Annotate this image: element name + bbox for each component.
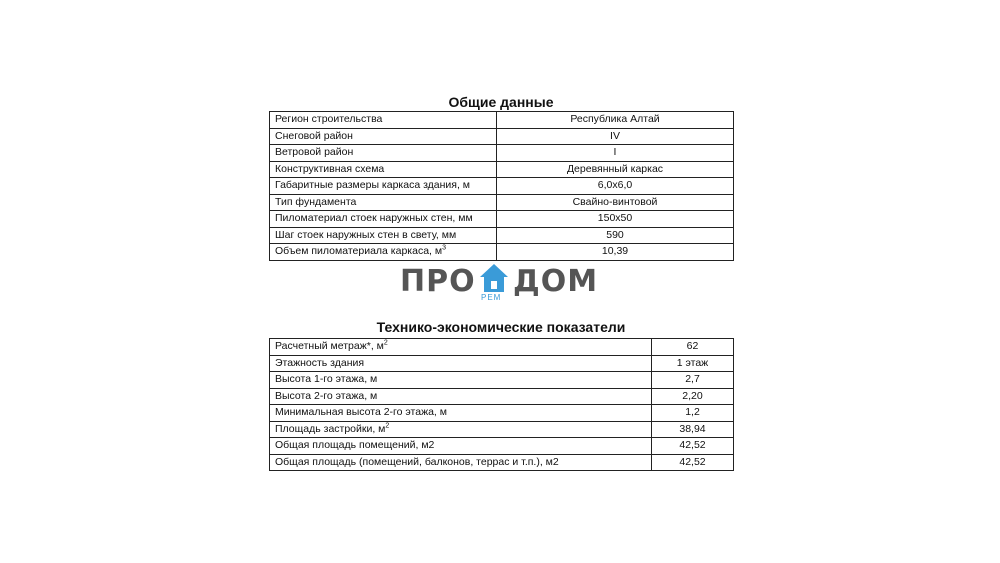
row-value: Республика Алтай [497,112,734,129]
row-label: Общая площадь (помещений, балконов, террас и т.п.), м2 [270,454,652,471]
row-value: 38,94 [652,421,734,438]
unit-exponent: 2 [383,339,388,347]
tech-econ-title: Технико-экономические показатели [376,319,626,335]
table-row [270,405,734,422]
logo-text-right: ДОМ [513,264,599,299]
row-label: Высота 2-го этажа, м [270,388,652,405]
row-value: 2,20 [652,388,734,405]
row-value: 150x50 [497,211,734,228]
table-row [270,178,734,195]
logo-text-left: ПРО [400,264,476,299]
row-label: Шаг стоек наружных стен в свету, мм [270,227,497,244]
row-label: Этажность здания [270,355,652,372]
general-data-table [269,111,734,261]
tech-econ-table [269,338,734,471]
row-label-text: Площадь застройки, м [275,422,386,435]
row-value: 590 [497,227,734,244]
row-value: 10,39 [497,244,734,261]
table-row [270,227,734,244]
row-value: 1,2 [652,405,734,422]
row-value: IV [497,128,734,145]
row-value: Деревянный каркас [497,161,734,178]
table-row [270,438,734,455]
row-label: Регион строительства [270,112,497,129]
row-value: 62 [652,339,734,356]
unit-exponent: 3 [442,244,447,252]
row-value: 42,52 [652,438,734,455]
row-label: Габаритные размеры каркаса здания, м [270,178,497,195]
row-label: Пиломатериал стоек наружных стен, мм [270,211,497,228]
row-value: 42,52 [652,454,734,471]
table-row [270,211,734,228]
row-value: I [497,145,734,162]
row-value: 6,0x6,0 [497,178,734,195]
house-icon [478,262,510,294]
table-row [270,339,734,356]
table-row [270,244,734,261]
logo-subtext: РЕМ [481,293,502,302]
row-label: Тип фундамента [270,194,497,211]
table-row [270,372,734,389]
row-label [270,421,652,438]
row-value: Свайно-винтовой [497,194,734,211]
row-label: Ветровой район [270,145,497,162]
prodom-logo [400,262,600,302]
general-data-title: Общие данные [448,94,554,110]
row-label [270,244,497,261]
row-label: Снеговой район [270,128,497,145]
table-row [270,355,734,372]
table-row [270,161,734,178]
table-row [270,194,734,211]
row-value: 2,7 [652,372,734,389]
row-label: Общая площадь помещений, м2 [270,438,652,455]
unit-exponent: 2 [385,422,390,430]
table-row [270,112,734,129]
row-label: Конструктивная схема [270,161,497,178]
table-row [270,421,734,438]
row-label [270,339,652,356]
table-row [270,128,734,145]
row-label-text: Расчетный метраж*, м [275,340,384,353]
row-value: 1 этаж [652,355,734,372]
row-label: Высота 1-го этажа, м [270,372,652,389]
table-row [270,145,734,162]
row-label: Минимальная высота 2-го этажа, м [270,405,652,422]
row-label-text: Объем пиломатериала каркаса, м [275,245,443,258]
table-row [270,388,734,405]
table-row [270,454,734,471]
